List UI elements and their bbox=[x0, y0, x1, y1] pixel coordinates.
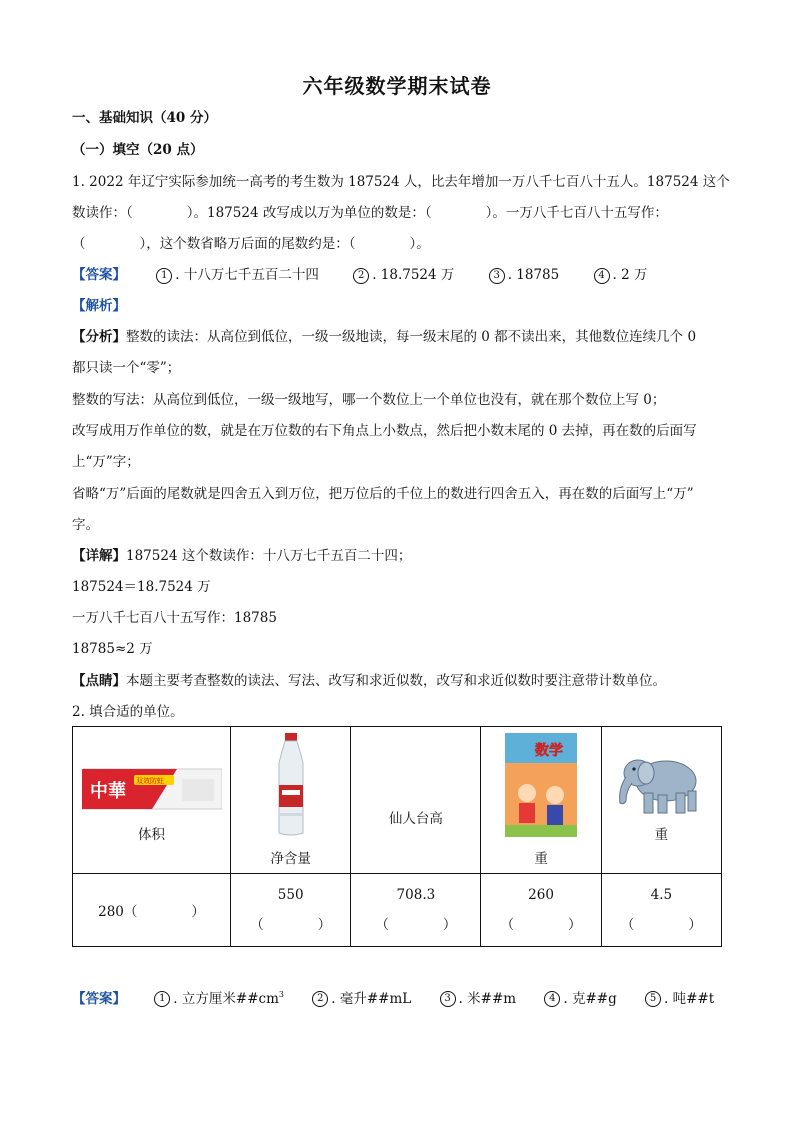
analysis-tag: 【解析】 bbox=[72, 298, 126, 314]
table-cell bbox=[351, 727, 481, 874]
answer-item: 2 . 18.7524 万 bbox=[353, 265, 454, 285]
fenxi-line: 都只读一个“零”； bbox=[72, 360, 181, 376]
table-cell bbox=[231, 727, 351, 874]
value-cell: 260 （ ） bbox=[481, 874, 601, 947]
svg-text:数学: 数学 bbox=[535, 743, 564, 759]
svg-text:双效防蛀: 双效防蛀 bbox=[136, 777, 164, 785]
cell-label: 体积 bbox=[138, 827, 166, 843]
answer-item: 3 . 18785 bbox=[489, 265, 560, 285]
fenxi-line: 改写成用万作单位的数，就是在万位数的右下角点上小数点，然后把小数末尾的 0 去掉，再在数的后面写 bbox=[72, 423, 697, 439]
value-cell: 708.3 （ ） bbox=[351, 874, 481, 947]
math-textbook-image bbox=[505, 733, 577, 837]
detail-line: 187524＝18.7524 万 bbox=[72, 579, 211, 595]
detail-line: 18785≈2 万 bbox=[72, 641, 153, 657]
fenxi-line: 整数的写法：从高位到低位，一级一级地写，哪一个数位上一个单位也没有，就在那个数位上写 0； bbox=[72, 392, 666, 408]
q1-answer-row bbox=[72, 265, 647, 285]
answer-tag: 【答案】 bbox=[72, 990, 126, 1007]
q1-line3: （ ），这个数省略万后面的尾数约是：（ ）。 bbox=[72, 236, 430, 252]
dianjing-line: 【点睛】本题主要考查整数的读法、写法、改写和求近似数，改写和求近似数时要注意带计数单位。 bbox=[72, 673, 666, 689]
answer-item: 1 . 十八万七千五百二十四 bbox=[156, 265, 319, 285]
fenxi-line: 字。 bbox=[72, 517, 99, 533]
fenxi-line: 省略“万”后面的尾数就是四舍五入到万位，把万位后的千位上的数进行四舍五入，再在数的后面写上“万” bbox=[72, 486, 694, 502]
answer-item: 4 . 2 万 bbox=[594, 265, 648, 285]
q2-stem: 2. 填合适的单位。 bbox=[72, 704, 184, 720]
value-row bbox=[73, 874, 722, 947]
value-cell: 280（ ） bbox=[73, 874, 231, 947]
fenxi-line: 【分析】整数的读法：从高位到低位，一级一级地读，每一级末尾的 0 都不读出来，其他数位连续几个 0 bbox=[72, 329, 697, 345]
answer-item: 2 . 毫升##mL bbox=[312, 989, 411, 1009]
value-cell: 4.5 （ ） bbox=[601, 874, 721, 947]
answer-item: 4 . 克##g bbox=[544, 989, 616, 1009]
answer-item: 1 . 立方厘米$\#\#cm^3$ bbox=[154, 985, 284, 1009]
detail-line: 一万八千七百八十五写作：18785 bbox=[72, 610, 277, 626]
subsection-heading: （一）填空（20 点） bbox=[72, 142, 204, 158]
cell-label: 净含量 bbox=[270, 851, 311, 867]
fenxi-line: 上“万”字； bbox=[72, 454, 140, 470]
q1-line1: 1. 2022 年辽宁实际参加统一高考的考生数为 187524 人，比去年增加一万八千七百八十五人。187524 这个 bbox=[72, 174, 730, 190]
page-title: 六年级数学期末试卷 bbox=[302, 74, 492, 98]
table-cell bbox=[481, 727, 601, 874]
units-table bbox=[72, 726, 722, 947]
detail-line: 【详解】187524 这个数读作：十八万七千五百二十四； bbox=[72, 548, 412, 564]
answer-item: 3 . 米##m bbox=[440, 989, 517, 1009]
q2-answer-row bbox=[72, 985, 714, 1009]
section-heading: 一、基础知识（40 分） bbox=[72, 110, 217, 126]
table-cell bbox=[73, 727, 231, 874]
image-row bbox=[73, 727, 722, 874]
value-cell: 550 （ ） bbox=[231, 874, 351, 947]
elephant-image bbox=[614, 751, 710, 815]
answer-item: 5 . 吨##t bbox=[645, 989, 714, 1009]
q1-line2: 数读作：（ ）。187524 改写成以万为单位的数是：（ ）。一万八千七百八十五写作： bbox=[72, 205, 668, 221]
svg-text:中華: 中華 bbox=[90, 781, 126, 802]
cell-label: 重 bbox=[534, 851, 548, 867]
answer-tag: 【答案】 bbox=[72, 267, 126, 283]
table-cell bbox=[601, 727, 721, 874]
cell-label: 仙人台高 bbox=[388, 811, 443, 827]
toothpaste-box-image bbox=[82, 765, 222, 813]
cell-label: 重 bbox=[654, 827, 669, 843]
water-bottle-image bbox=[273, 733, 309, 837]
